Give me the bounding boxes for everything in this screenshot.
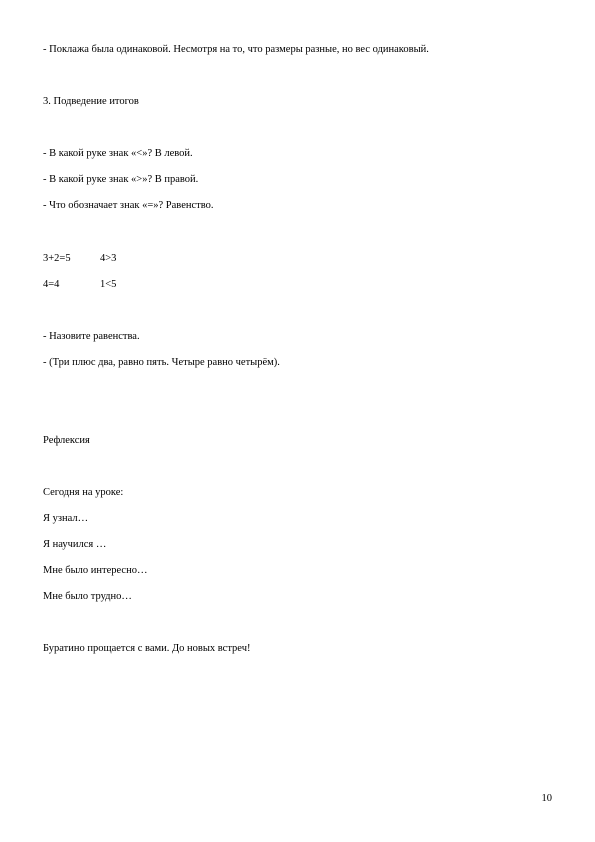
reflection-item-difficult: Мне было трудно… [43,591,132,602]
section-heading-summary: 3. Подведение итогов [43,96,139,107]
reflection-intro: Сегодня на уроке: [43,487,124,498]
reflection-item-learned: Я узнал… [43,513,89,524]
example-equality-1: 3+2=5 [43,253,71,264]
equalities-answer: - (Три плюс два, равно пять. Четыре равно четырём). [43,357,280,368]
question-less-sign: - В какой руке знак «<»? В левой. [43,148,193,159]
question-greater-sign: - В какой руке знак «>»? В правой. [43,174,199,185]
example-inequality-1: 4>3 [100,253,117,264]
equalities-prompt: - Назовите равенства. [43,331,140,342]
reflection-item-mastered: Я научился … [43,539,107,550]
reflection-heading: Рефлексия [43,435,90,446]
luggage-answer-line: - Поклажа была одинаковой. Несмотря на то, что размеры разные, но вес одинаковый. [43,44,429,55]
reflection-item-interesting: Мне было интересно… [43,565,148,576]
page-number: 10 [541,793,552,804]
farewell-line: Буратино прощается с вами. До новых встреч! [43,643,251,654]
example-inequality-2: 1<5 [100,279,117,290]
example-equality-2: 4=4 [43,279,60,290]
question-equal-sign: - Что обозначает знак «=»? Равенство. [43,200,214,211]
